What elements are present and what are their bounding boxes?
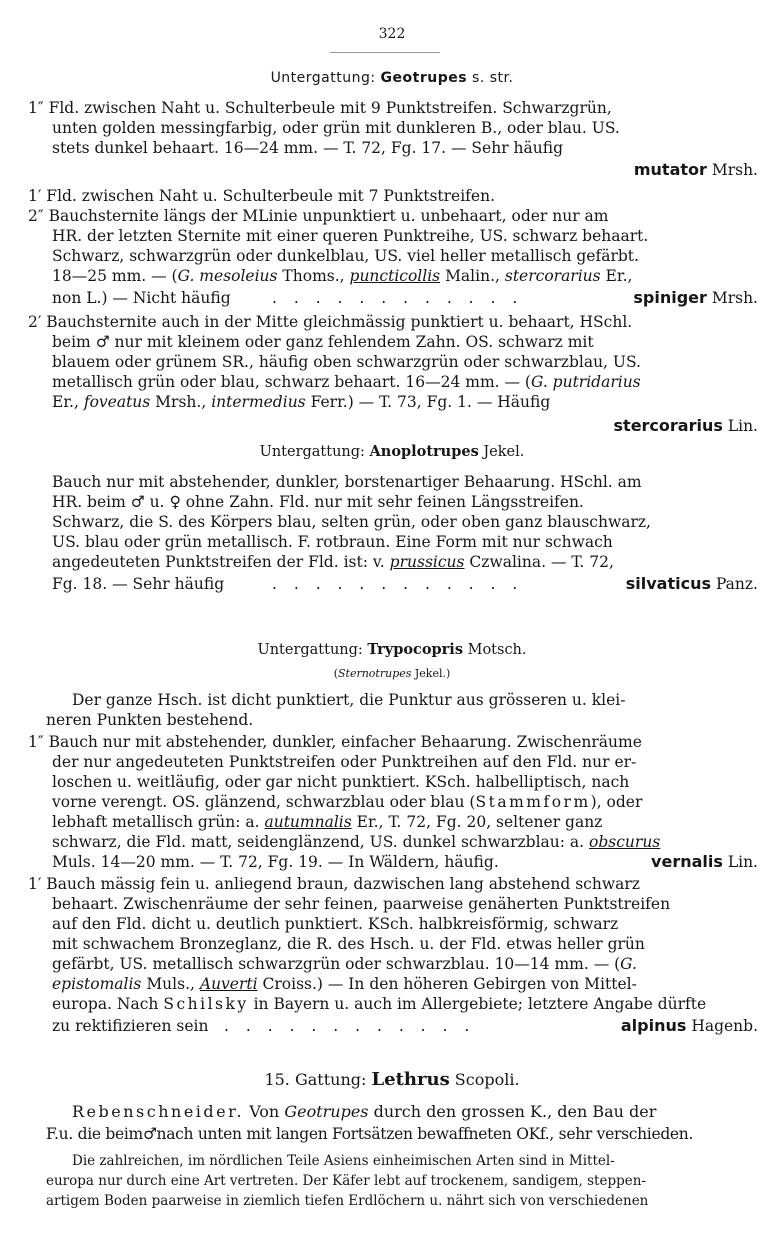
synonym-author: Jekel. — [414, 667, 446, 680]
text-line — [52, 332, 594, 352]
text-line — [52, 552, 614, 572]
heading-suffix: Scopoli. — [454, 1070, 520, 1089]
text-line: mit schwachem Bronzeglanz, die R. des Hsch. u. der Fld. etwas heller grün — [52, 935, 645, 953]
text-line: Muls. 14—20 mm. — T. 72, Fg. 19. — In Wäldern, häufig. — [52, 853, 499, 871]
heading-name: Anoplotrupes — [369, 443, 479, 460]
text-line — [52, 492, 584, 512]
species-author: Mrsh. — [711, 161, 758, 179]
text-line: der nur angedeuteten Punktstreifen oder Punktreihen auf den Fld. nur er- — [52, 753, 637, 771]
text-fragment: 18—25 mm. — ( — [52, 267, 178, 285]
synonym: foveatus — [83, 393, 151, 411]
text-line: stets dunkel behaart. 16—24 mm. — T. 72, Fg. 17. — Sehr häufig — [52, 139, 564, 157]
text-line: behaart. Zwischenräume der sehr feinen, paarweise genäherten Punktstreifen — [52, 895, 671, 913]
species-name: mutator — [633, 160, 707, 179]
species-entry — [633, 288, 758, 308]
spaced-name: Rebenschneider. — [72, 1102, 245, 1121]
species-author: Hagenb. — [691, 1017, 758, 1035]
genus-reference: Geotrupes — [284, 1102, 369, 1121]
text-line — [52, 832, 660, 852]
leader-dots: . . . . . . . . . . . . — [224, 1017, 476, 1035]
text-line: Schwarz, schwarzgrün oder dunkelblau, US. viel heller metallisch gefärbt. — [52, 247, 639, 265]
heading-name: Trypocopris — [367, 641, 463, 658]
text-fragment: Muls., — [146, 975, 195, 993]
synonym: Sternotrupes — [338, 667, 412, 680]
synonym: obscurus — [589, 833, 661, 851]
text-line — [52, 392, 550, 412]
text-line — [52, 994, 706, 1014]
text-line — [52, 954, 637, 974]
heading-prefix: Untergattung: — [257, 642, 363, 658]
text-fragment: Mrsh., — [155, 393, 207, 411]
text-fragment: in Bayern u. auch im Allergebiete; letztere Angabe dürfte — [253, 995, 707, 1013]
male-symbol: ♂ — [130, 493, 145, 511]
synonym: epistomalis — [52, 975, 142, 993]
text-line — [52, 372, 641, 392]
text-fragment: angedeuteten Punktstreifen der Fld. ist: v. — [52, 553, 385, 571]
text-line: Fg. 18. — Sehr häufig — [52, 575, 225, 593]
text-fragment: Croiss.) — In den höheren Gebirgen von Mittel- — [262, 975, 637, 993]
species-entry — [634, 160, 758, 180]
subgenus-heading-anoplotrupes — [0, 442, 784, 462]
subgenus-heading-trypocopris — [0, 640, 784, 660]
text-line: 1′ Fld. zwischen Naht u. Schulterbeule mit 7 Punktstreifen. — [28, 187, 495, 205]
page-number: 322 — [378, 26, 406, 42]
text-fragment: Er., — [52, 393, 79, 411]
text-line: artigem Boden paarweise in ziemlich tiefen Erdlöchern u. nährt sich von verschiedenen — [46, 1193, 649, 1209]
species-author: Lin. — [727, 417, 758, 435]
text-line — [52, 266, 632, 286]
text-line: auf den Fld. dicht u. deutlich punktiert. KSch. halbkreisförmig, schwarz — [52, 915, 619, 933]
text-line: blauem oder grünem SR., häufig oben schwarzgrün oder schwarzblau, US. — [52, 353, 641, 371]
text-line: loschen u. weitläufig, oder gar nicht punktiert. KSch. halbelliptisch, nach — [52, 773, 630, 791]
synonym: Auverti — [199, 975, 258, 993]
synonym: intermedius — [211, 393, 306, 411]
species-name: stercorarius — [613, 416, 723, 435]
text-fragment: ), oder — [590, 793, 643, 811]
leader-dots: . . . . . . . . . . . . — [272, 289, 524, 307]
synonym: prussicus — [389, 553, 465, 571]
subheading-synonym: (Sternotrupes Jekel.) — [333, 667, 451, 680]
text-fragment: lebhaft metallisch grün: a. — [52, 813, 260, 831]
subgenus-heading-geotrupes — [0, 68, 784, 88]
species-author: Mrsh. — [711, 289, 758, 307]
spaced-term: Stammform — [475, 793, 591, 811]
text-line: unten golden messingfarbig, oder grün mit dunkleren B., oder blau. US. — [52, 119, 620, 137]
text-line — [52, 812, 602, 832]
text-line: HR. der letzten Sternite mit einer queren Punktreihe, US. schwarz behaart. — [52, 227, 649, 245]
text-line: 1″ Fld. zwischen Naht u. Schulterbeule mit 9 Punktstreifen. Schwarzgrün, — [28, 99, 612, 117]
synonym: G. putridarius — [530, 373, 641, 391]
species-entry — [626, 574, 758, 594]
text-fragment: beim — [52, 333, 91, 351]
synonym: G. — [620, 955, 637, 973]
text-line: zu rektifizieren sein — [52, 1017, 209, 1035]
text-fragment: Von — [249, 1102, 280, 1121]
text-fragment: nach unten mit langen Fortsätzen bewaffneten OKf., sehr verschieden. — [156, 1125, 694, 1143]
text-line: Der ganze Hsch. ist dicht punktiert, die Punktur aus grösseren u. klei- — [72, 691, 626, 709]
synonym: autumnalis — [264, 813, 352, 831]
text-fragment: vorne verengt. OS. glänzend, schwarzblau oder blau ( — [52, 793, 476, 811]
male-symbol: ♂ — [142, 1125, 157, 1143]
synonym-author: Malin., — [445, 267, 500, 285]
heading-suffix: Jekel. — [483, 444, 525, 460]
text-fragment: F.u. die beim — [46, 1125, 143, 1143]
text-fragment: schwarz, die Fld. matt, seidenglänzend, US. dunkel schwarzblau: a. — [52, 833, 585, 851]
leader-dots: . . . . . . . . . . . . — [272, 575, 524, 593]
species-name: vernalis — [651, 852, 723, 871]
text-fragment: Ferr.) — T. 73, Fg. 1. — Häufig — [310, 393, 551, 411]
species-entry — [614, 416, 758, 436]
header-rule — [330, 52, 440, 53]
text-fragment: Czwalina. — T. 72, — [469, 553, 614, 571]
heading-prefix: Untergattung: — [259, 444, 365, 460]
text-line: non L.) — Nicht häufig — [52, 289, 231, 307]
text-line — [72, 1102, 656, 1122]
text-line — [46, 1124, 693, 1144]
text-line: US. blau oder grün metallisch. F. rotbraun. Eine Form mit nur schwach — [52, 533, 613, 551]
heading-name: Lethrus — [371, 1069, 450, 1090]
genus-heading-lethrus — [0, 1070, 784, 1090]
synonym: puncticollis — [349, 267, 441, 285]
text-fragment: europa. Nach — [52, 995, 159, 1013]
synonym-author: Thoms., — [282, 267, 345, 285]
text-fragment: HR. beim — [52, 493, 126, 511]
text-line: 2″ Bauchsternite längs der MLinie unpunktiert u. unbehaart, oder nur am — [28, 207, 609, 225]
heading-suffix: s. str. — [472, 70, 514, 86]
text-line: neren Punkten bestehend. — [46, 711, 254, 729]
species-name: silvaticus — [625, 574, 711, 593]
text-fragment: metallisch grün oder blau, schwarz behaart. 16—24 mm. — ( — [52, 373, 531, 391]
synonym: stercorarius — [504, 267, 601, 285]
heading-name: Geotrupes — [380, 70, 468, 86]
text-line — [52, 974, 637, 994]
text-line: europa nur durch eine Art vertreten. Der Käfer lebt auf trockenem, sandigem, steppen- — [46, 1173, 646, 1189]
species-name: alpinus — [620, 1016, 687, 1035]
text-line: 2′ Bauchsternite auch in der Mitte gleichmässig punktiert u. behaart, HSchl. — [28, 313, 633, 331]
heading-prefix: 15. Gattung: — [264, 1070, 367, 1089]
spaced-name: Schilsky — [163, 995, 249, 1013]
text-line: Die zahlreichen, im nördlichen Teile Asiens einheimischen Arten sind in Mittel- — [72, 1153, 615, 1169]
text-fragment: u. — [149, 493, 165, 511]
species-author: Lin. — [727, 853, 758, 871]
text-line: 1′ Bauch mässig fein u. anliegend braun, dazwischen lang abstehend schwarz — [28, 875, 640, 893]
text-fragment: gefärbt, US. metallisch schwarzgrün oder schwarzblau. 10—14 mm. — ( — [52, 955, 621, 973]
species-entry — [621, 1016, 758, 1036]
species-name: spiniger — [633, 288, 707, 307]
text-fragment: Er., T. 72, Fg. 20, seltener ganz — [356, 813, 603, 831]
text-line: 1″ Bauch nur mit abstehender, dunkler, einfacher Behaarung. Zwischenräume — [28, 733, 642, 751]
species-entry — [651, 852, 758, 872]
female-symbol: ♀ — [169, 493, 181, 511]
synonym-author: Er., — [605, 267, 633, 285]
heading-suffix: Motsch. — [467, 642, 527, 658]
text-line: Bauch nur mit abstehender, dunkler, borstenartiger Behaarung. HSchl. am — [52, 473, 642, 491]
text-fragment: ohne Zahn. Fld. nur mit sehr feinen Längsstreifen. — [185, 493, 584, 511]
text-line — [52, 792, 642, 812]
text-line: Schwarz, die S. des Körpers blau, selten grün, oder oben ganz blauschwarz, — [52, 513, 651, 531]
synonym: G. mesoleius — [177, 267, 278, 285]
male-symbol: ♂ — [95, 333, 110, 351]
heading-prefix: Untergattung: — [270, 70, 376, 86]
species-author: Panz. — [715, 575, 758, 593]
text-fragment: durch den grossen K., den Bau der — [373, 1102, 657, 1121]
text-fragment: nur mit kleinem oder ganz fehlendem Zahn. OS. schwarz mit — [114, 333, 594, 351]
